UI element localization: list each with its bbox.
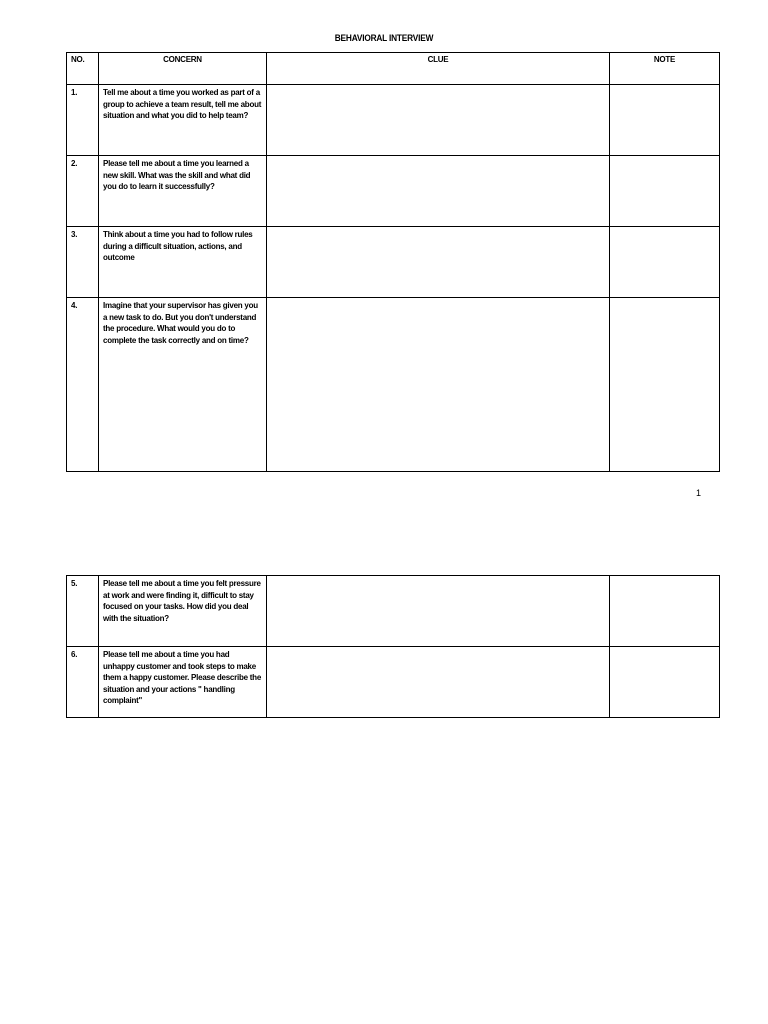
row-note-cell[interactable] bbox=[610, 576, 720, 647]
table-row bbox=[67, 298, 720, 472]
row-number: 6. bbox=[67, 647, 99, 718]
row-concern: Please tell me about a time you had unhappy customer and took steps to make them a happy customer. Please describe the situation and your actions " handling complaint" bbox=[99, 647, 267, 718]
table-row bbox=[67, 576, 720, 647]
row-concern: Imagine that your supervisor has given you a new task to do. But you don't understand the procedure. What would you do to complete the task correctly and on time? bbox=[99, 298, 267, 472]
row-note-cell[interactable] bbox=[610, 298, 720, 472]
row-clue-cell[interactable] bbox=[267, 576, 610, 647]
document-title: BEHAVIORAL INTERVIEW bbox=[334, 33, 434, 43]
row-note-cell[interactable] bbox=[610, 85, 720, 156]
row-number: 5. bbox=[67, 576, 99, 647]
row-concern: Please tell me about a time you felt pressure at work and were finding it, difficult to stay focused on your tasks. How did you deal with the situation? bbox=[99, 576, 267, 647]
table-row bbox=[67, 156, 720, 227]
header-concern: CONCERN bbox=[99, 53, 267, 85]
row-note-cell[interactable] bbox=[610, 647, 720, 718]
header-no: NO. bbox=[67, 53, 99, 85]
row-clue-cell[interactable] bbox=[267, 298, 610, 472]
interview-table-page-2 bbox=[66, 575, 720, 718]
row-clue-cell[interactable] bbox=[267, 156, 610, 227]
row-number: 2. bbox=[67, 156, 99, 227]
interview-table-page-1 bbox=[66, 52, 720, 472]
table-row bbox=[67, 647, 720, 718]
row-clue-cell[interactable] bbox=[267, 227, 610, 298]
row-note-cell[interactable] bbox=[610, 156, 720, 227]
row-note-cell[interactable] bbox=[610, 227, 720, 298]
table-header-row bbox=[67, 53, 720, 85]
header-clue: CLUE bbox=[267, 53, 610, 85]
row-clue-cell[interactable] bbox=[267, 647, 610, 718]
row-number: 1. bbox=[67, 85, 99, 156]
row-concern: Tell me about a time you worked as part of a group to achieve a team result, tell me about situation and what you did to help team? bbox=[99, 85, 267, 156]
row-clue-cell[interactable] bbox=[267, 85, 610, 156]
page-number: 1 bbox=[696, 488, 702, 498]
table-row bbox=[67, 227, 720, 298]
row-concern: Think about a time you had to follow rules during a difficult situation, actions, and outcome bbox=[99, 227, 267, 298]
header-note: NOTE bbox=[610, 53, 720, 85]
row-number: 3. bbox=[67, 227, 99, 298]
table-row bbox=[67, 85, 720, 156]
row-concern: Please tell me about a time you learned a new skill. What was the skill and what did you do to learn it successfully? bbox=[99, 156, 267, 227]
row-number: 4. bbox=[67, 298, 99, 472]
